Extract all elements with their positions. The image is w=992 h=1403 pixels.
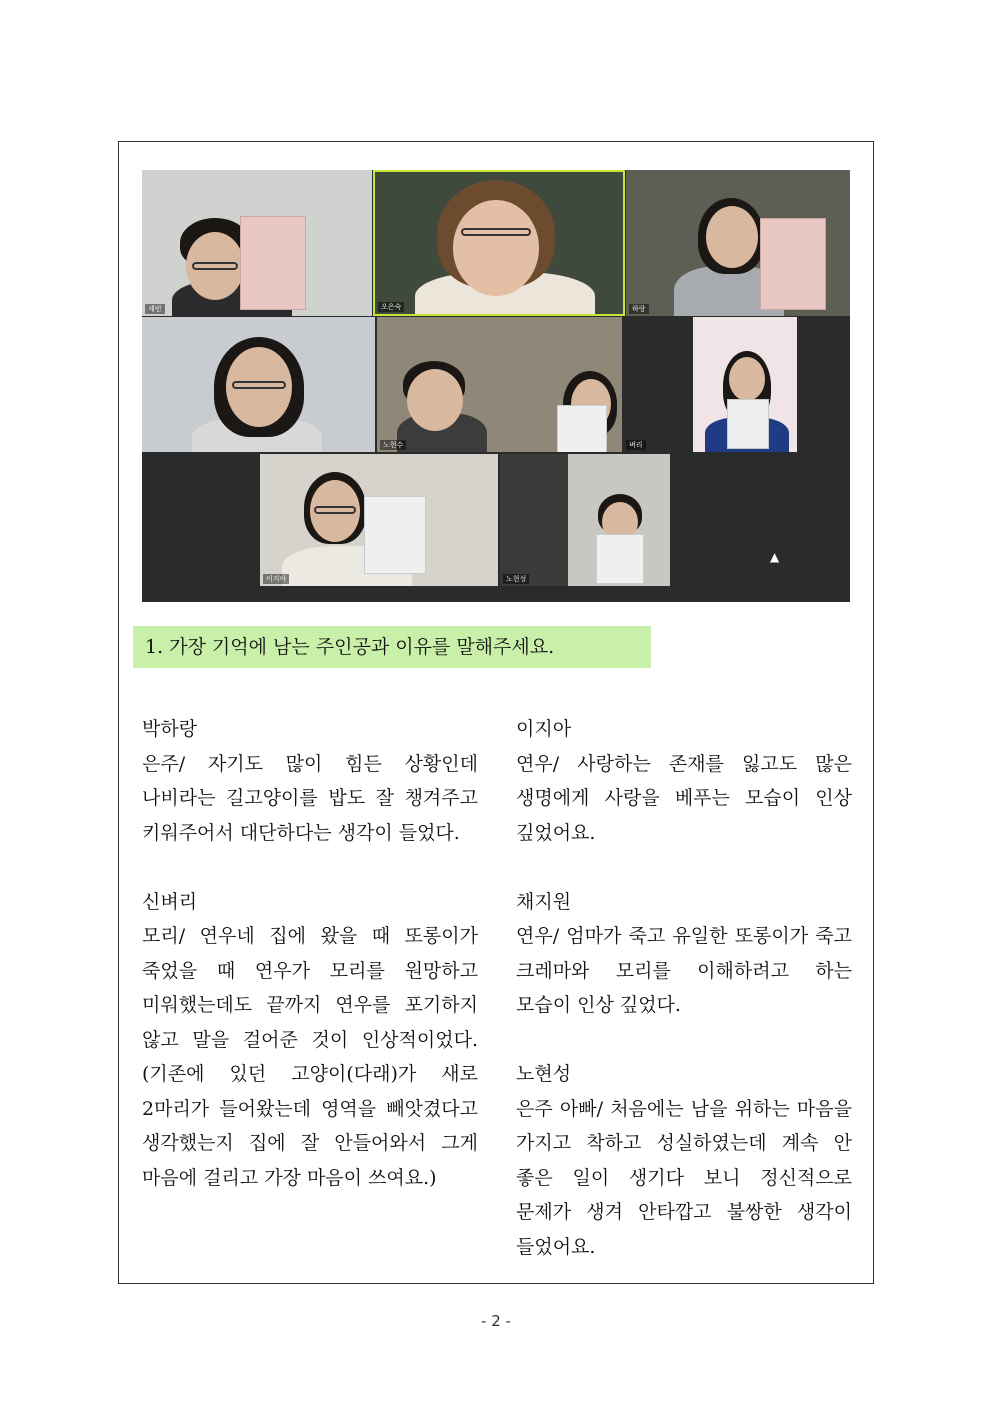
question-heading: 1. 가장 기억에 남는 주인공과 이유를 말해주세요. — [133, 626, 651, 668]
answer-entry — [516, 712, 852, 850]
participant-tile — [142, 170, 372, 316]
participant-name: 하랑 — [629, 304, 649, 314]
answer-entry — [142, 885, 478, 1196]
participant-tile — [500, 454, 670, 586]
participant-tile — [626, 170, 850, 316]
student-name: 노현성 — [516, 1063, 572, 1085]
participant-name: 세빈 — [145, 304, 165, 314]
answer-entry — [516, 1057, 852, 1264]
participant-name: 벼리 — [626, 440, 646, 450]
participant-name: 오은숙 — [378, 302, 404, 312]
answer-text: 은주/ 자기도 많이 힘든 상황인데 나비라는 길고양이를 밥도 잘 챙겨주고 키워주어서 대단하다는 생각이 들었다. — [142, 752, 478, 844]
participant-name: 노현수 — [380, 440, 406, 450]
answer-text: 연우/ 사랑하는 존재를 잃고도 많은 생명에게 사랑을 베푸는 모습이 인상 깊었어요. — [516, 752, 852, 844]
participant-tile — [377, 317, 622, 452]
student-name: 신벼리 — [142, 890, 198, 913]
mouse-cursor-icon: ▲ — [770, 550, 780, 564]
video-call-screenshot — [142, 170, 850, 602]
answer-entry — [142, 712, 478, 850]
participant-name: 이지아 — [263, 574, 289, 584]
student-name: 박하랑 — [142, 718, 198, 740]
answer-text: 모리/ 연우네 집에 왔을 때 또롱이가 죽었을 때 연우가 모리를 원망하고 미워했는데도 끝까지 연우를 포기하지 않고 말을 걸어준 것이 인상적이었다. (기존에 있던 고양이(다래)가 새로 2마리가 들어왔는데 영역을 빼앗겼다고 생각했는지 집에 잘 안들어와서 그게 마음에 걸리고 가장 마음이 쓰여요.) — [142, 925, 478, 1189]
participant-tile-speaker — [373, 170, 625, 316]
participant-tile — [623, 317, 850, 452]
participant-tile — [260, 454, 498, 586]
page-number: - 2 - — [481, 1312, 511, 1330]
answer-text: 연우/ 엄마가 죽고 유일한 또롱이가 죽고 크레마와 모리를 이해하려고 하는 모습이 인상 깊었다. — [516, 925, 852, 1016]
participant-name: 노현성 — [503, 574, 529, 584]
right-answer-column — [516, 712, 852, 1264]
answer-entry — [516, 885, 852, 1023]
left-answer-column — [142, 712, 478, 1195]
participant-tile — [142, 317, 375, 452]
student-name: 채지원 — [516, 890, 572, 913]
student-name: 이지아 — [516, 718, 572, 740]
answer-text: 은주 아빠/ 처음에는 남을 위하는 마음을 가지고 착하고 성실하였는데 계속 안 좋은 일이 생기다 보니 정신적으로 문제가 생겨 안타깝고 불쌍한 생각이 들었어요. — [516, 1097, 852, 1258]
